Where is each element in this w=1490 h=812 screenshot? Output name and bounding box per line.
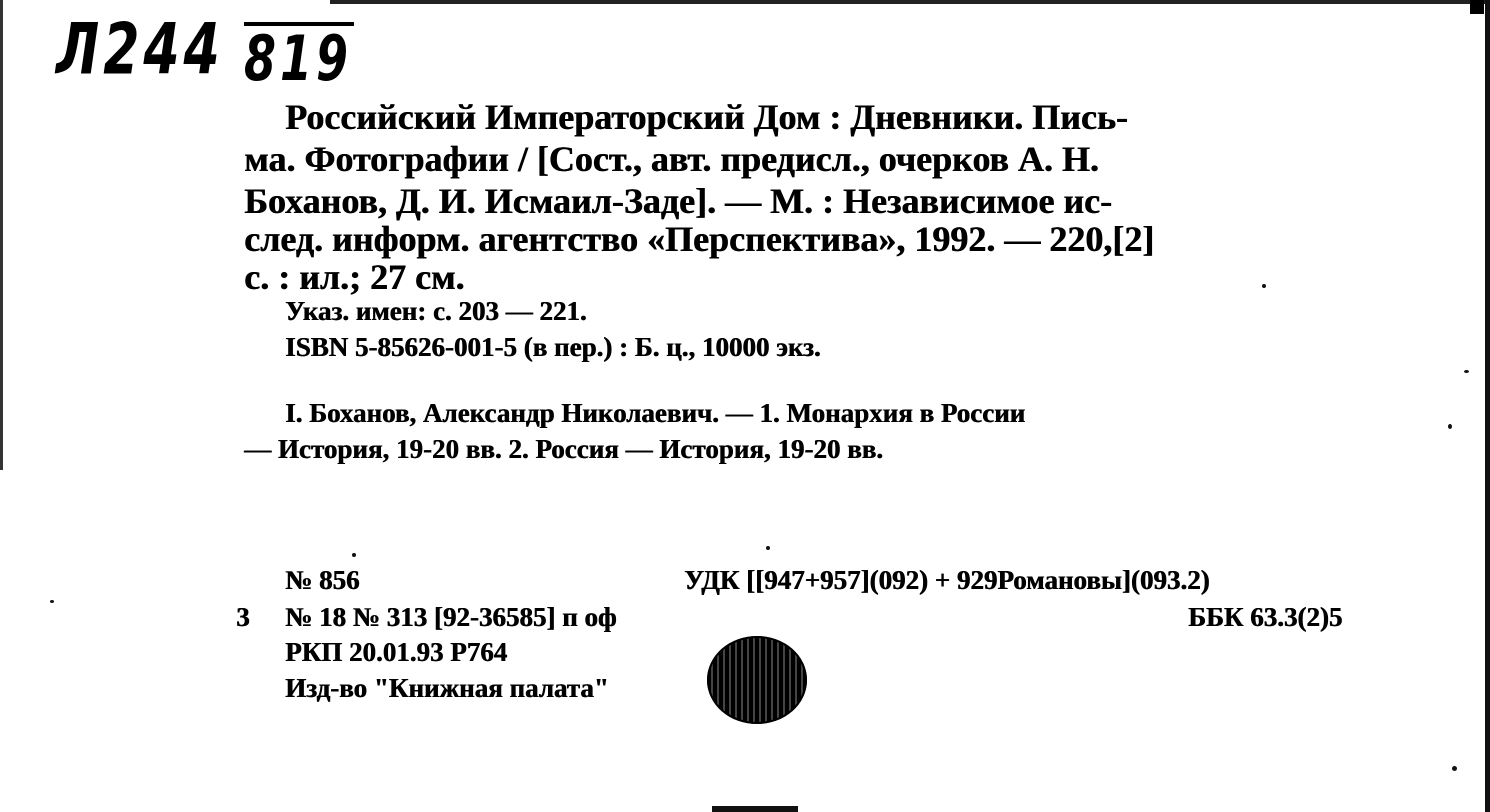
speck: [352, 553, 356, 557]
speck: [1262, 284, 1266, 288]
punch-hole-mark: [712, 806, 798, 812]
speck: [1464, 370, 1469, 373]
speck: [1448, 424, 1452, 429]
speck: [50, 600, 54, 603]
card-left-edge: [0, 0, 3, 470]
description-line: Боханов, Д. И. Исмаил-Заде]. — М. : Независимое ис-: [244, 181, 1112, 221]
bbk-code: ББК 63.3(2)5: [1188, 602, 1343, 632]
order-prefix: 3: [236, 602, 250, 632]
index-note: Указ. имен: с. 203 — 221.: [285, 296, 587, 326]
shelfmark-number: 819: [244, 22, 353, 95]
udk-code: УДК [[947+957](092) + 929Романовы](093.2): [684, 565, 1210, 595]
shelfmark-prefix: Л244: [56, 10, 224, 91]
card-top-edge: [330, 0, 1490, 4]
tracing-line: — История, 19-20 вв. 2. Россия — История, 19-20 вв.: [244, 434, 883, 464]
card-number: № 856: [285, 565, 360, 595]
rkp-line: РКП 20.01.93 Р764: [285, 637, 508, 667]
speck: [766, 546, 770, 550]
description-line: с. : ил.; 27 см.: [244, 257, 465, 297]
corner-mark: [1470, 0, 1484, 14]
description-line: Российский Императорский Дом : Дневники. Пись-: [285, 97, 1128, 137]
tracing-line: I. Боханов, Александр Николаевич. — 1. Монархия в России: [285, 398, 1026, 428]
order-numbers: № 18 № 313 [92-36585] п оф: [285, 602, 617, 632]
card-right-edge: [1485, 0, 1490, 812]
ink-stamp: [707, 636, 807, 724]
publisher-line: Изд-во "Книжная палата": [285, 673, 609, 703]
isbn-note: ISBN 5-85626-001-5 (в пер.) : Б. ц., 10000 экз.: [285, 332, 821, 362]
speck: [1452, 766, 1457, 771]
description-line: ма. Фотографии / [Сост., авт. предисл., очерков А. Н.: [244, 139, 1099, 179]
description-line: след. информ. агентство «Перспектива», 1992. — 220,[2]: [244, 219, 1155, 259]
